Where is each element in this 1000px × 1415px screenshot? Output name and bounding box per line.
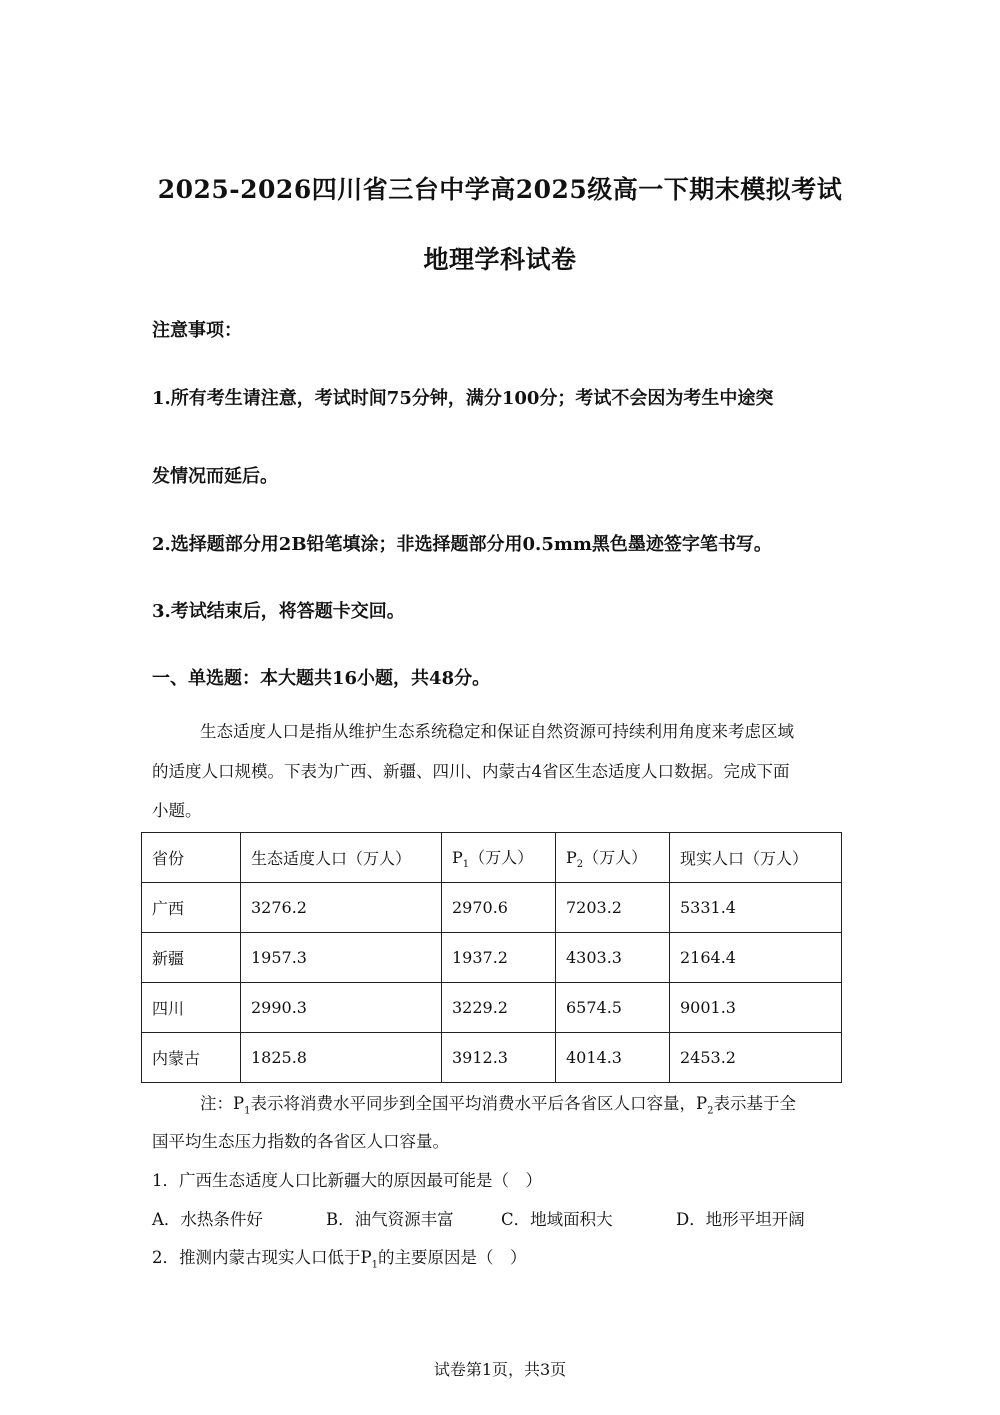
table-cell: 9001.3: [670, 983, 842, 1033]
exam-subject-title: 地理学科试卷: [423, 245, 577, 274]
notice-item-1: 1.所有考生请注意，考试时间75分钟，满分100分；考试不会因为考生中途突: [152, 388, 774, 409]
table-cell: 内蒙古: [142, 1033, 241, 1083]
section-heading: 一、单选题：本大题共16小题，共48分。: [152, 668, 491, 689]
header-cell: 省份: [142, 833, 241, 883]
table-cell: 3276.2: [241, 883, 442, 933]
table-cell: 广西: [142, 883, 241, 933]
table-cell: 6574.5: [556, 983, 670, 1033]
table-cell: 四川: [142, 983, 241, 1033]
table-header-row: [142, 833, 842, 883]
header-cell: $P_1$（万人）: [442, 833, 556, 883]
question-1-option-a[interactable]: A．水热条件好: [152, 1210, 263, 1229]
page-footer: 试卷第1页，共3页: [433, 1360, 567, 1379]
table-cell: 4014.3: [556, 1033, 670, 1083]
header-cell: 生态适度人口（万人）: [241, 833, 442, 883]
header-cell: $P_2$（万人）: [556, 833, 670, 883]
question-1: 1．广西生态适度人口比新疆大的原因最可能是（ ）: [152, 1171, 542, 1190]
question-1-option-d[interactable]: D．地形平坦开阔: [676, 1210, 805, 1229]
header-cell: 现实人口（万人）: [670, 833, 842, 883]
passage-line: 生态适度人口是指从维护生态系统稳定和保证自然资源可持续利用角度来考虑区域: [200, 722, 794, 741]
passage-line: 小题。: [152, 801, 202, 820]
table-cell: 2990.3: [241, 983, 442, 1033]
table-cell: 新疆: [142, 933, 241, 983]
question-2: 2．推测内蒙古现实人口低于$P_1$的主要原因是（ ）: [152, 1248, 527, 1271]
population-table: [141, 832, 842, 1083]
notice-item-1-continued: 发情况而延后。: [152, 466, 278, 487]
table-cell: 4303.3: [556, 933, 670, 983]
table-cell: 2970.6: [442, 883, 556, 933]
table-cell: 1937.2: [442, 933, 556, 983]
exam-title: 2025-2026四川省三台中学高2025级高一下期末模拟考试: [157, 175, 843, 204]
question-1-option-c[interactable]: C．地域面积大: [501, 1210, 613, 1229]
table-cell: 3229.2: [442, 983, 556, 1033]
table-row: [142, 1033, 842, 1083]
passage-line: 的适度人口规模。下表为广西、新疆、四川、内蒙古4省区生态适度人口数据。完成下面: [152, 762, 790, 781]
notice-item-2: 2.选择题部分用2B铅笔填涂；非选择题部分用0.5mm黑色墨迹签字笔书写。: [152, 534, 772, 555]
table-cell: 5331.4: [670, 883, 842, 933]
notice-item-3: 3.考试结束后，将答题卡交回。: [152, 601, 405, 622]
table-row: [142, 883, 842, 933]
table-cell: 7203.2: [556, 883, 670, 933]
table-note: 注：$P_1$表示将消费水平同步到全国平均消费水平后各省区人口容量，$P_2$表示基于全: [200, 1094, 796, 1117]
table-cell: 1825.8: [241, 1033, 442, 1083]
table-cell: 3912.3: [442, 1033, 556, 1083]
notice-heading: 注意事项：: [152, 320, 242, 341]
table-row: [142, 933, 842, 983]
table-note-continued: 国平均生态压力指数的各省区人口容量。: [152, 1132, 449, 1151]
question-1-option-b[interactable]: B．油气资源丰富: [326, 1210, 454, 1229]
table-cell: 2164.4: [670, 933, 842, 983]
table-cell: 2453.2: [670, 1033, 842, 1083]
table-row: [142, 983, 842, 1033]
table-cell: 1957.3: [241, 933, 442, 983]
